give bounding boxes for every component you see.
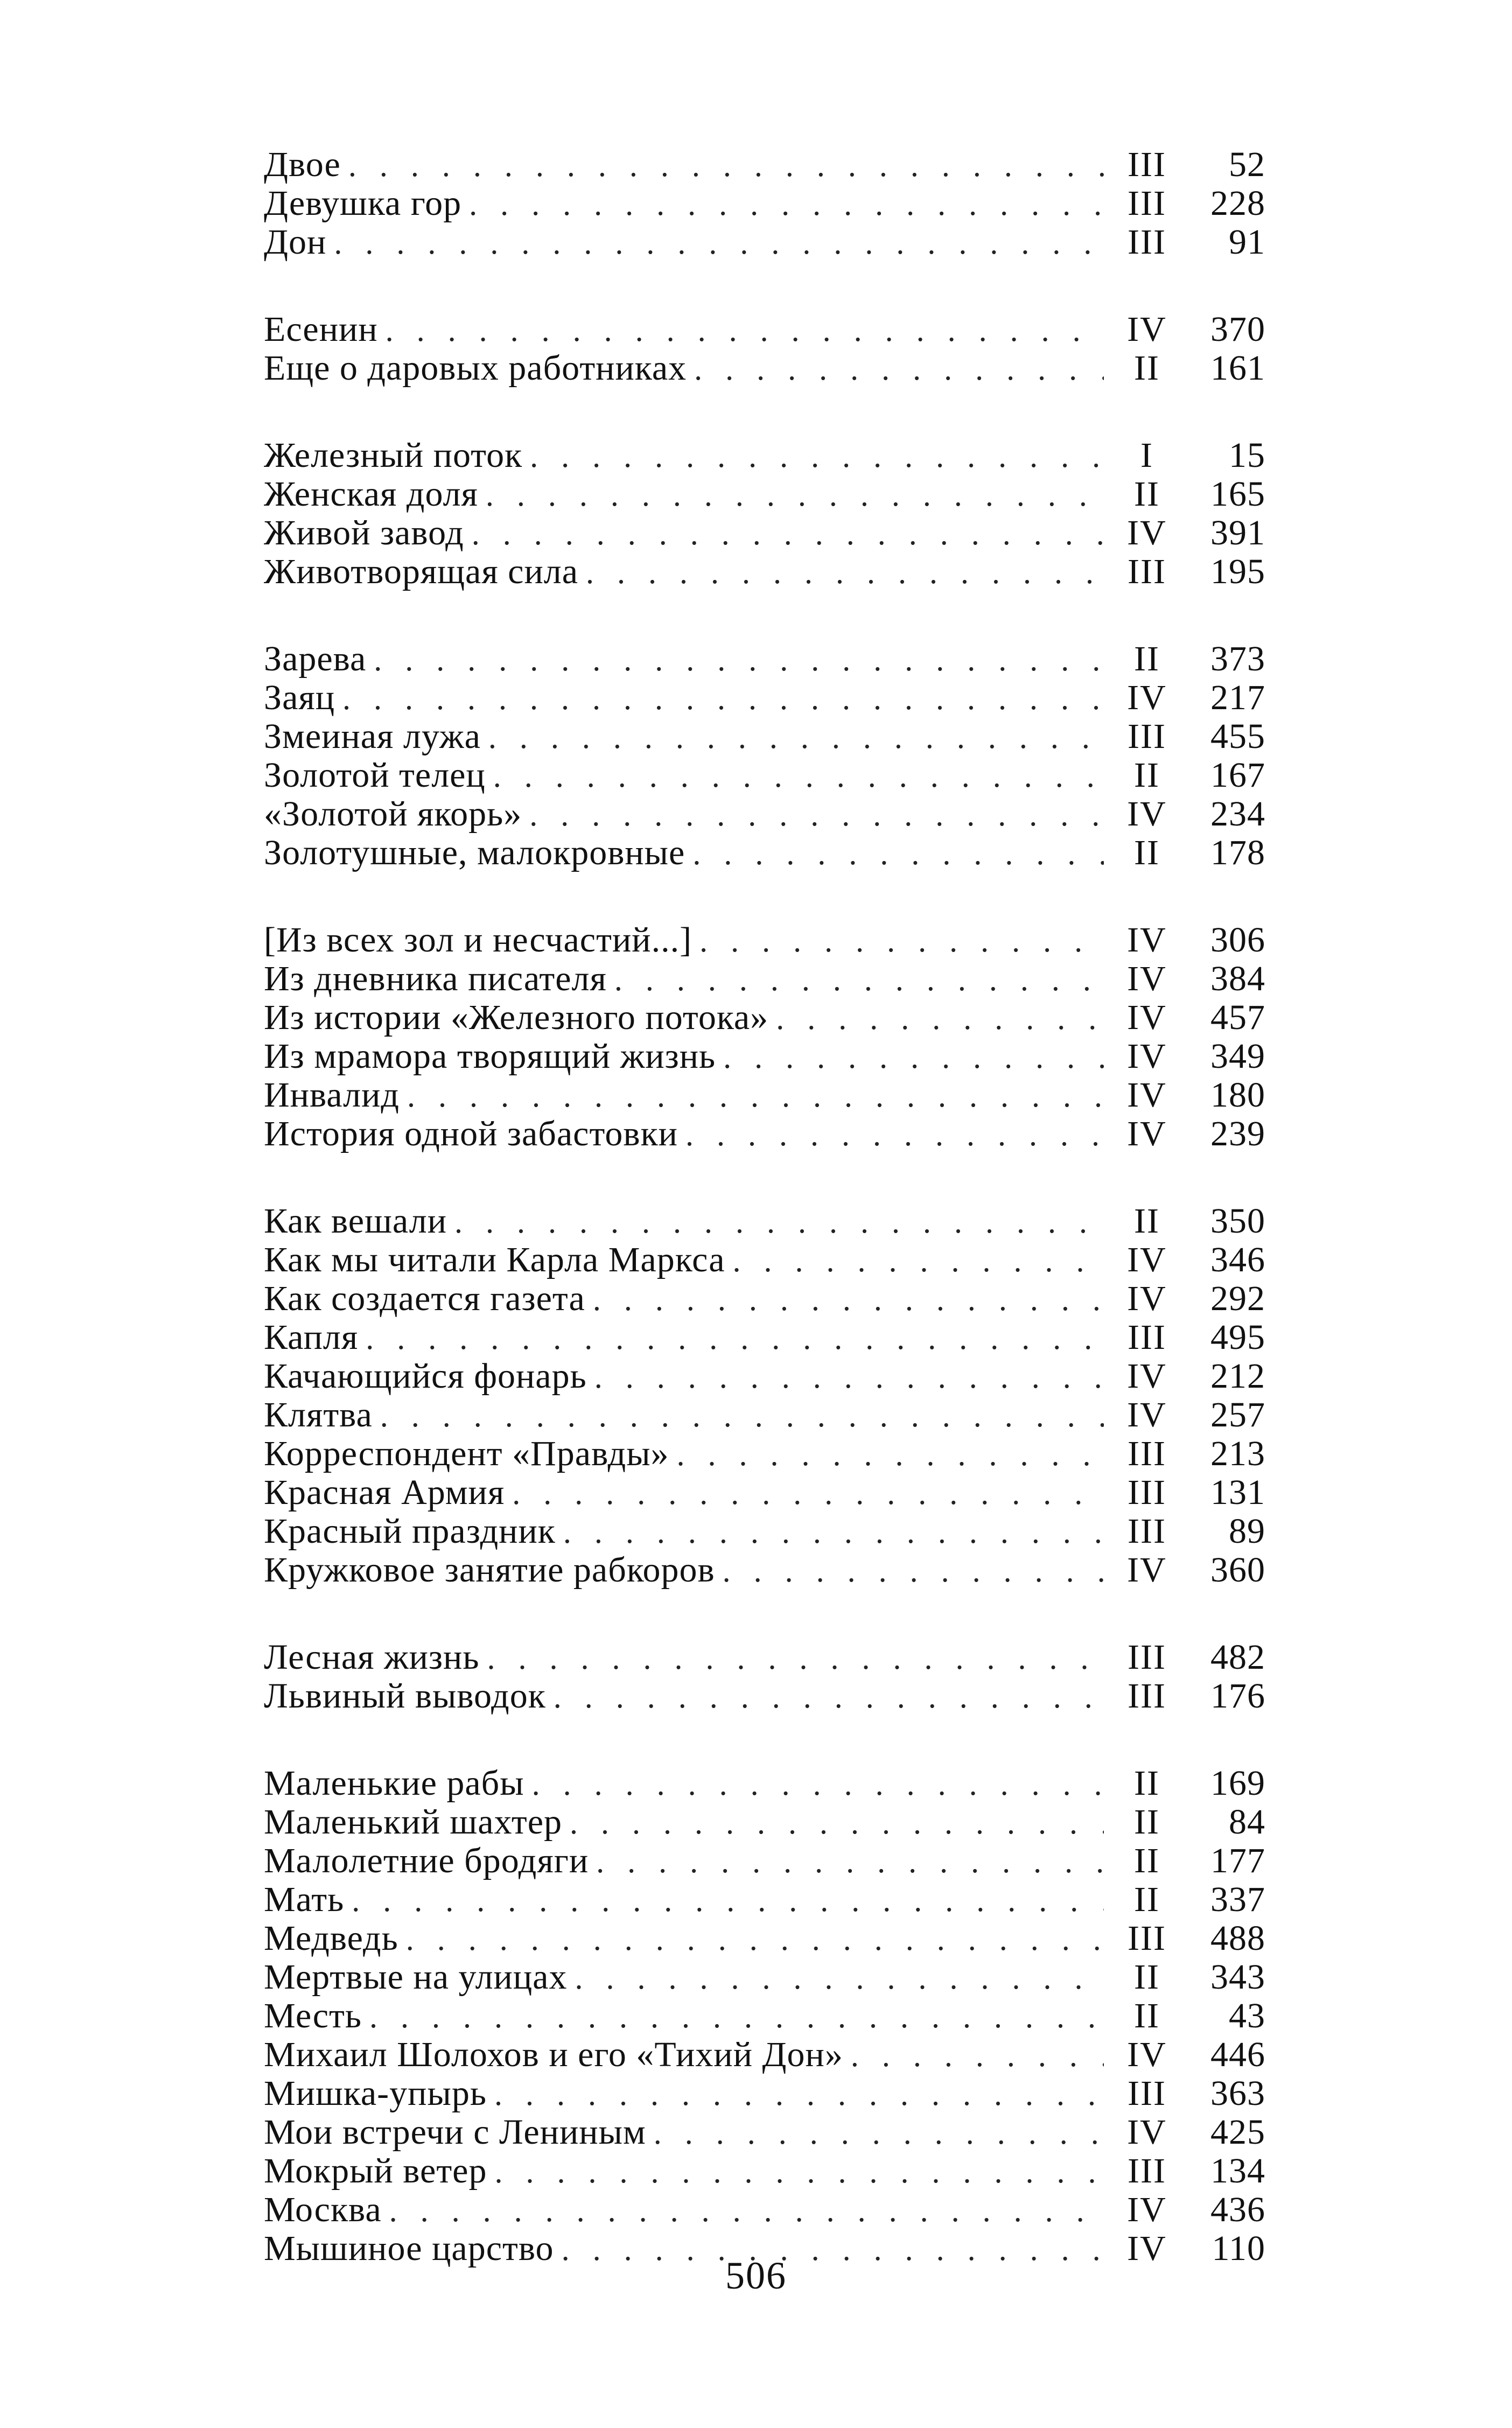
entry-page: 161 bbox=[1210, 348, 1265, 388]
entry-volume: IV bbox=[1127, 2190, 1167, 2229]
index-entry bbox=[264, 717, 1265, 756]
dot-leader bbox=[342, 679, 1104, 718]
index-group bbox=[264, 310, 1265, 388]
dot-leader bbox=[472, 514, 1104, 553]
entry-volume: IV bbox=[1127, 920, 1167, 960]
index-entry bbox=[264, 349, 1265, 388]
index-entry bbox=[264, 2191, 1265, 2229]
dot-leader bbox=[733, 1241, 1104, 1280]
entry-page: 234 bbox=[1210, 794, 1265, 834]
entry-title: Малолетние бродяги bbox=[264, 1841, 589, 1880]
entry-volume: II bbox=[1134, 1802, 1160, 1842]
page-number: 506 bbox=[725, 2254, 787, 2297]
entry-volume: IV bbox=[1127, 678, 1167, 717]
dot-leader bbox=[454, 1202, 1104, 1241]
index-entry bbox=[264, 1318, 1265, 1357]
entry-volume: II bbox=[1134, 755, 1160, 795]
entry-title: Мышиное царство bbox=[264, 2229, 554, 2268]
entry-title: Есенин bbox=[264, 310, 378, 349]
index-entry bbox=[264, 1638, 1265, 1677]
dot-leader bbox=[554, 1677, 1104, 1716]
index-entry bbox=[264, 1473, 1265, 1512]
entry-title: Зарева bbox=[264, 639, 367, 678]
index-entry bbox=[264, 1241, 1265, 1279]
index-entry bbox=[264, 1842, 1265, 1880]
entry-volume: IV bbox=[1127, 2035, 1167, 2074]
dot-leader bbox=[493, 757, 1104, 795]
index-entry bbox=[264, 2035, 1265, 2074]
entry-title: Еще о даровых работниках bbox=[264, 348, 687, 388]
index-entry bbox=[264, 1551, 1265, 1590]
entry-title: Мои встречи с Лениным bbox=[264, 2112, 646, 2152]
entry-title: Москва bbox=[264, 2190, 382, 2229]
entry-page: 373 bbox=[1210, 639, 1265, 678]
entry-page: 482 bbox=[1210, 1638, 1265, 1677]
index-entry bbox=[264, 1396, 1265, 1435]
index-entry bbox=[264, 1880, 1265, 1919]
dot-leader bbox=[406, 1920, 1104, 1958]
entry-volume: II bbox=[1134, 348, 1160, 388]
entry-volume: II bbox=[1134, 1880, 1160, 1919]
dot-leader bbox=[776, 999, 1104, 1038]
entry-page: 134 bbox=[1210, 2151, 1265, 2191]
index-entry bbox=[264, 1037, 1265, 1076]
entry-title: Женская доля bbox=[264, 474, 478, 514]
index-entry bbox=[264, 1958, 1265, 1997]
entry-page: 131 bbox=[1210, 1473, 1265, 1512]
index-entry bbox=[264, 2152, 1265, 2191]
index-entry bbox=[264, 552, 1265, 591]
entry-title: История одной забастовки bbox=[264, 1114, 678, 1153]
index-entry bbox=[264, 2074, 1265, 2113]
entry-page: 52 bbox=[1229, 145, 1265, 184]
entry-volume: III bbox=[1128, 1318, 1166, 1357]
dot-leader bbox=[494, 2152, 1104, 2191]
index-entry bbox=[264, 1512, 1265, 1551]
entry-title: Мать bbox=[264, 1880, 345, 1919]
index-entry bbox=[264, 1202, 1265, 1241]
dot-leader bbox=[685, 1115, 1104, 1154]
entry-volume: II bbox=[1134, 833, 1160, 872]
entry-page: 217 bbox=[1210, 678, 1265, 717]
entry-title: Как мы читали Карла Маркса bbox=[264, 1240, 725, 1279]
entry-title: Львиный выводок bbox=[264, 1676, 546, 1716]
entry-title: Маленький шахтер bbox=[264, 1802, 563, 1842]
index-entry bbox=[264, 795, 1265, 834]
entry-page: 425 bbox=[1210, 2112, 1265, 2152]
index-entry bbox=[264, 223, 1265, 262]
entry-title: Из дневника писателя bbox=[264, 959, 607, 998]
dot-leader bbox=[469, 185, 1104, 223]
entry-title: Красный праздник bbox=[264, 1512, 556, 1551]
index-entry bbox=[264, 184, 1265, 223]
entry-volume: IV bbox=[1127, 959, 1167, 998]
entry-page: 228 bbox=[1210, 184, 1265, 223]
dot-leader bbox=[596, 1842, 1104, 1881]
dot-leader bbox=[386, 311, 1104, 349]
index-entry bbox=[264, 1279, 1265, 1318]
entry-page: 457 bbox=[1210, 998, 1265, 1037]
entry-title: Дон bbox=[264, 222, 327, 262]
entry-volume: IV bbox=[1127, 1356, 1167, 1396]
dot-leader bbox=[593, 1280, 1104, 1319]
entry-title: Медведь bbox=[264, 1919, 398, 1958]
dot-leader bbox=[851, 2036, 1104, 2075]
dot-leader bbox=[570, 1803, 1104, 1842]
entry-volume: IV bbox=[1127, 1075, 1167, 1115]
entry-title: Заяц bbox=[264, 678, 335, 717]
entry-volume: IV bbox=[1127, 310, 1167, 349]
entry-page: 84 bbox=[1229, 1802, 1265, 1842]
entry-volume: IV bbox=[1127, 2112, 1167, 2152]
entry-title: Качающийся фонарь bbox=[264, 1356, 587, 1396]
index-group bbox=[264, 1202, 1265, 1590]
entry-title: Лесная жизнь bbox=[264, 1638, 480, 1677]
entry-page: 360 bbox=[1210, 1550, 1265, 1590]
dot-leader bbox=[369, 1997, 1104, 2036]
entry-volume: III bbox=[1128, 1638, 1166, 1677]
entry-page: 165 bbox=[1210, 474, 1265, 514]
entry-page: 349 bbox=[1210, 1037, 1265, 1076]
index-entry bbox=[264, 1435, 1265, 1473]
dot-leader bbox=[723, 1551, 1104, 1590]
entry-title: Инвалид bbox=[264, 1075, 400, 1115]
entry-page: 446 bbox=[1210, 2035, 1265, 2074]
entry-page: 239 bbox=[1210, 1114, 1265, 1153]
entry-page: 455 bbox=[1210, 717, 1265, 756]
entry-title: Маленькие рабы bbox=[264, 1764, 524, 1803]
dot-leader bbox=[699, 921, 1104, 960]
entry-page: 370 bbox=[1210, 310, 1265, 349]
entry-page: 384 bbox=[1210, 959, 1265, 998]
index-group bbox=[264, 1764, 1265, 2268]
entry-title: Корреспондент «Правды» bbox=[264, 1434, 669, 1473]
index-entry bbox=[264, 640, 1265, 678]
entry-page: 346 bbox=[1210, 1240, 1265, 1279]
dot-leader bbox=[374, 640, 1104, 679]
entry-title: Из истории «Железного потока» bbox=[264, 998, 769, 1037]
entry-page: 195 bbox=[1210, 552, 1265, 591]
dot-leader bbox=[614, 960, 1104, 999]
index-group bbox=[264, 145, 1265, 262]
entry-page: 169 bbox=[1210, 1764, 1265, 1803]
entry-title: «Золотой якорь» bbox=[264, 794, 522, 834]
index-entry bbox=[264, 1076, 1265, 1115]
entry-volume: III bbox=[1128, 552, 1166, 591]
entry-page: 91 bbox=[1229, 222, 1265, 262]
entry-page: 337 bbox=[1210, 1880, 1265, 1919]
entry-volume: II bbox=[1134, 474, 1160, 514]
entry-title: Девушка гор bbox=[264, 184, 462, 223]
entry-volume: III bbox=[1128, 222, 1166, 262]
entry-volume: IV bbox=[1127, 1279, 1167, 1318]
entry-title: Мокрый ветер bbox=[264, 2151, 487, 2191]
entry-page: 176 bbox=[1210, 1676, 1265, 1716]
entry-title: [Из всех зол и несчастий...] bbox=[264, 920, 692, 960]
entry-title: Золотушные, малокровные bbox=[264, 833, 685, 872]
entry-volume: III bbox=[1128, 184, 1166, 223]
entry-volume: III bbox=[1128, 2074, 1166, 2113]
dot-leader bbox=[694, 349, 1104, 388]
entry-title: Капля bbox=[264, 1318, 359, 1357]
entry-title: Мертвые на улицах bbox=[264, 1957, 568, 1997]
entry-page: 213 bbox=[1210, 1434, 1265, 1473]
dot-leader bbox=[486, 475, 1104, 514]
entry-volume: II bbox=[1134, 1841, 1160, 1880]
dot-leader bbox=[366, 1319, 1104, 1358]
dot-leader bbox=[563, 1513, 1104, 1551]
dot-leader bbox=[586, 553, 1104, 592]
entry-title: Кружковое занятие рабкоров bbox=[264, 1550, 715, 1590]
index-entry bbox=[264, 2113, 1265, 2152]
dot-leader bbox=[530, 437, 1104, 475]
entry-volume: IV bbox=[1127, 513, 1167, 552]
entry-volume: IV bbox=[1127, 1114, 1167, 1153]
index-entry bbox=[264, 436, 1265, 475]
entry-title: Мишка-упырь bbox=[264, 2074, 487, 2113]
index-entry bbox=[264, 678, 1265, 717]
entry-title: Месть bbox=[264, 1996, 362, 2035]
entry-title: Как создается газета bbox=[264, 1279, 585, 1318]
entry-page: 89 bbox=[1229, 1512, 1265, 1551]
entry-volume: IV bbox=[1127, 998, 1167, 1037]
title-index bbox=[264, 145, 1265, 2317]
entry-title: Из мрамора творящий жизнь bbox=[264, 1037, 716, 1076]
entry-page: 343 bbox=[1210, 1957, 1265, 1997]
entry-page: 257 bbox=[1210, 1395, 1265, 1435]
dot-leader bbox=[334, 223, 1104, 262]
entry-volume: IV bbox=[1127, 1395, 1167, 1435]
index-entry bbox=[264, 1803, 1265, 1842]
entry-volume: III bbox=[1128, 1512, 1166, 1551]
entry-page: 363 bbox=[1210, 2074, 1265, 2113]
entry-page: 495 bbox=[1210, 1318, 1265, 1357]
dot-leader bbox=[488, 718, 1104, 757]
entry-volume: IV bbox=[1127, 794, 1167, 834]
entry-page: 167 bbox=[1210, 755, 1265, 795]
entry-volume: I bbox=[1140, 436, 1153, 475]
entry-page: 178 bbox=[1210, 833, 1265, 872]
entry-page: 306 bbox=[1210, 920, 1265, 960]
entry-title: Живой завод bbox=[264, 513, 464, 552]
dot-leader bbox=[692, 834, 1104, 873]
index-group bbox=[264, 640, 1265, 872]
entry-page: 391 bbox=[1210, 513, 1265, 552]
index-entry bbox=[264, 756, 1265, 795]
dot-leader bbox=[512, 1474, 1104, 1513]
entry-volume: III bbox=[1128, 1676, 1166, 1716]
index-group bbox=[264, 921, 1265, 1153]
dot-leader bbox=[723, 1038, 1104, 1076]
dot-leader bbox=[352, 1881, 1104, 1920]
dot-leader bbox=[529, 795, 1104, 834]
dot-leader bbox=[389, 2191, 1104, 2230]
dot-leader bbox=[348, 146, 1104, 185]
entry-title: Животворящая сила bbox=[264, 552, 579, 591]
entry-title: Клятва bbox=[264, 1395, 373, 1435]
entry-volume: III bbox=[1128, 1919, 1166, 1958]
entry-volume: IV bbox=[1127, 1240, 1167, 1279]
dot-leader bbox=[494, 2075, 1104, 2114]
dot-leader bbox=[487, 1639, 1104, 1677]
entry-title: Двое bbox=[264, 145, 341, 184]
index-group bbox=[264, 436, 1265, 591]
index-entry bbox=[264, 475, 1265, 514]
entry-title: Как вешали bbox=[264, 1201, 447, 1241]
entry-volume: III bbox=[1128, 2151, 1166, 2191]
entry-volume: III bbox=[1128, 145, 1166, 184]
index-entry bbox=[264, 145, 1265, 184]
index-entry bbox=[264, 1997, 1265, 2035]
index-entry bbox=[264, 998, 1265, 1037]
entry-page: 212 bbox=[1210, 1356, 1265, 1396]
entry-page: 350 bbox=[1210, 1201, 1265, 1241]
entry-page: 180 bbox=[1210, 1075, 1265, 1115]
dot-leader bbox=[380, 1396, 1104, 1435]
entry-title: Михаил Шолохов и его «Тихий Дон» bbox=[264, 2035, 843, 2074]
dot-leader bbox=[654, 2114, 1104, 2152]
entry-volume: II bbox=[1134, 1957, 1160, 1997]
entry-volume: III bbox=[1128, 1434, 1166, 1473]
entry-page: 488 bbox=[1210, 1919, 1265, 1958]
entry-page: 177 bbox=[1210, 1841, 1265, 1880]
entry-volume: II bbox=[1134, 1996, 1160, 2035]
dot-leader bbox=[575, 1958, 1104, 1997]
index-entry bbox=[264, 1764, 1265, 1803]
entry-title: Золотой телец bbox=[264, 755, 486, 795]
entry-volume: III bbox=[1128, 1473, 1166, 1512]
dot-leader bbox=[532, 1765, 1104, 1803]
entry-title: Железный поток bbox=[264, 436, 523, 475]
entry-page: 292 bbox=[1210, 1279, 1265, 1318]
entry-page: 15 bbox=[1229, 436, 1265, 475]
entry-volume: II bbox=[1134, 1764, 1160, 1803]
index-group bbox=[264, 1638, 1265, 1716]
entry-volume: IV bbox=[1127, 1037, 1167, 1076]
index-entry bbox=[264, 310, 1265, 349]
entry-title: Змеиная лужа bbox=[264, 717, 481, 756]
entry-volume: II bbox=[1134, 1201, 1160, 1241]
dot-leader bbox=[407, 1076, 1104, 1115]
entry-page: 436 bbox=[1210, 2190, 1265, 2229]
entry-volume: III bbox=[1128, 717, 1166, 756]
index-entry bbox=[264, 1357, 1265, 1396]
index-entry bbox=[264, 834, 1265, 872]
entry-volume: IV bbox=[1127, 2229, 1167, 2268]
entry-title: Красная Армия bbox=[264, 1473, 505, 1512]
dot-leader bbox=[677, 1435, 1104, 1474]
index-entry bbox=[264, 1115, 1265, 1153]
dot-leader bbox=[594, 1358, 1104, 1396]
entry-volume: IV bbox=[1127, 1550, 1167, 1590]
index-entry bbox=[264, 1677, 1265, 1716]
index-entry bbox=[264, 514, 1265, 552]
index-entry bbox=[264, 1919, 1265, 1958]
index-entry bbox=[264, 960, 1265, 998]
index-entry bbox=[264, 921, 1265, 960]
entry-page: 110 bbox=[1212, 2229, 1265, 2268]
entry-volume: II bbox=[1134, 639, 1160, 678]
entry-page: 43 bbox=[1229, 1996, 1265, 2035]
